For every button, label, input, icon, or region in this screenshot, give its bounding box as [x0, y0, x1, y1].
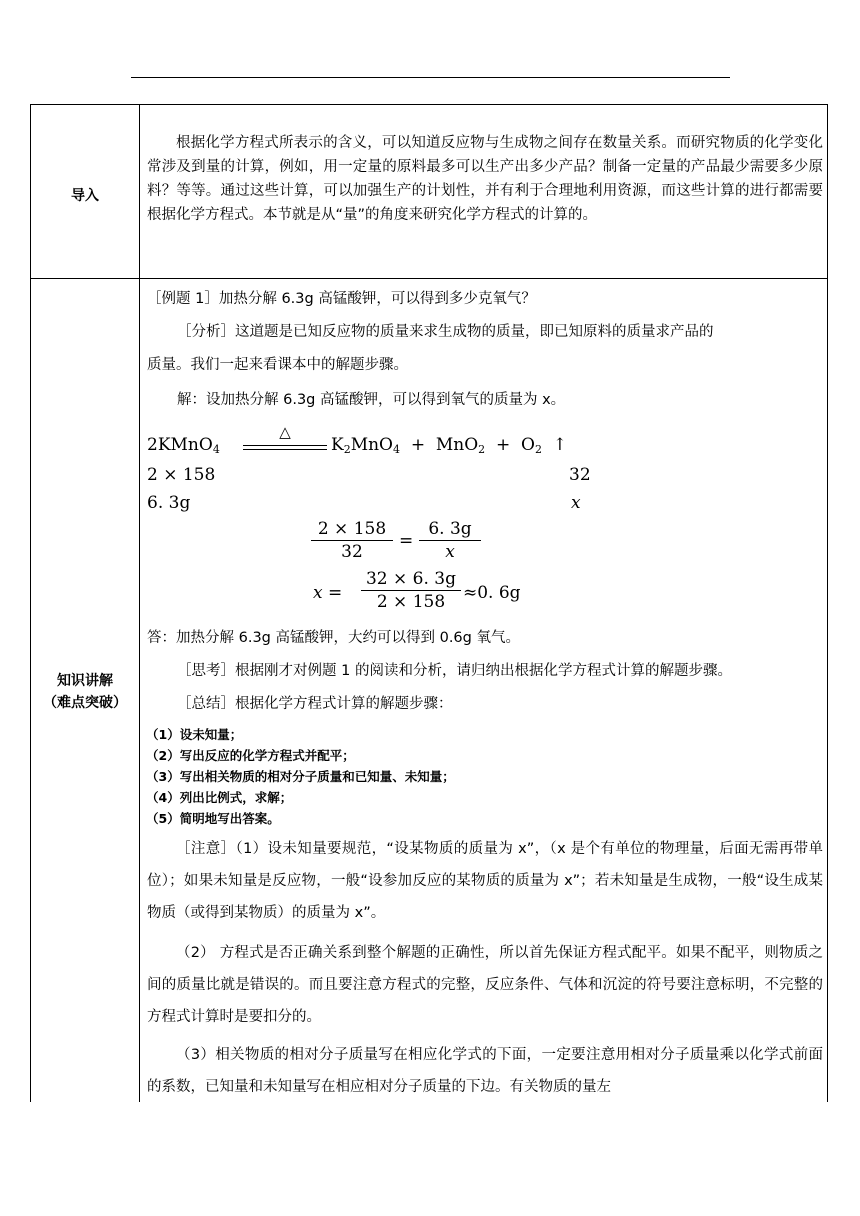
row-label-knowledge: [31, 670, 139, 714]
eq-plus2: +: [495, 435, 511, 455]
solution-line: 解：设加热分解 6.3g 高锰酸钾，可以得到氧气的质量为 x。: [177, 392, 566, 408]
prop-den-right: x: [445, 542, 455, 562]
answer-line: 答：加热分解 6.3g 高锰酸钾，大约可以得到 0.6g 氧气。: [147, 630, 520, 646]
fraction-bar: [311, 540, 393, 541]
note-2: [147, 937, 823, 1033]
prop-num-right: 6. 3g: [428, 519, 472, 539]
step-3: （3）写出相关物质的相对分子质量和已知量、未知量；: [146, 769, 455, 784]
note-2-text: （2） 方程式是否正确关系到整个解题的正确性，所以首先保证方程式配平。如果不配平，则物质之间的质量比就是错误的。而且要注意方程式的完整，反应条件、气体和沉淀的符号要注意标明，不完整的方程式计算时是要扣分的。: [147, 945, 823, 1025]
eq-plus1: +: [410, 435, 426, 455]
step-5: （5）简明地写出答案。: [146, 811, 280, 826]
note-3: [147, 1039, 823, 1103]
analysis-line2: 质量。我们一起来看课本中的解题步骤。: [147, 357, 408, 373]
eq-product3-sub: 2: [534, 443, 542, 456]
row-label-intro: 导入: [71, 188, 99, 204]
proportion-right-fraction: [419, 519, 481, 562]
calc-fraction: [361, 569, 461, 612]
fraction-bar: [419, 540, 481, 541]
row-label-knowledge-line2: （难点突破）: [43, 695, 127, 711]
step-4: （4）列出比例式，求解；: [146, 790, 293, 805]
prop-equals: =: [399, 531, 414, 551]
step-2: （2）写出反应的化学方程式并配平；: [146, 748, 355, 763]
calc-result: ≈0. 6g: [463, 583, 521, 603]
eq-row2-right: 32: [569, 465, 591, 485]
equation-equals-bar: [243, 445, 327, 450]
analysis-line1: ［分析］这道题是已知反应物的质量来求生成物的质量，即已知原料的质量求产品的: [177, 324, 714, 340]
summary-line: ［总结］根据化学方程式计算的解题步骤：: [177, 696, 453, 712]
example-title: ［例题 1］加热分解 6.3g 高锰酸钾，可以得到多少克氧气？: [147, 291, 536, 307]
eq-products: [331, 435, 567, 456]
step-1: （1）设未知量；: [146, 727, 243, 742]
eq-reactant-sub: 4: [212, 443, 220, 456]
proportion-left-fraction: [311, 519, 393, 562]
eq-product1-sub2: 4: [393, 443, 400, 456]
calc-num: 32 × 6. 3g: [365, 569, 456, 589]
eq-reactant: 2KMnO: [147, 435, 213, 455]
eq-product1-sub1: 2: [343, 443, 351, 456]
row-label-knowledge-line1: 知识讲解: [57, 673, 113, 689]
header-rule: [131, 77, 730, 78]
note-3-text: （3）相关物质的相对分子质量写在相应化学式的下面，一定要注意用相对分子质量乘以化学式前面的系数，已知量和未知量写在相应相对分子质量的下边。有关物质的量左: [147, 1047, 823, 1095]
prop-den-left: 32: [341, 542, 363, 562]
eq-product3: O: [521, 435, 535, 455]
chemical-equation: [147, 435, 220, 456]
think-line: ［思考］根据刚才对例题 1 的阅读和分析，请归纳出根据化学方程式计算的解题步骤。: [177, 663, 732, 679]
eq-product2: MnO: [435, 435, 479, 455]
eq-product1-mid: MnO: [350, 435, 393, 455]
fraction-bar: [361, 590, 461, 591]
calc-lhs: x =: [313, 583, 343, 603]
eq-row2-left: 2 × 158: [147, 465, 216, 485]
column-divider: [139, 105, 140, 1102]
lesson-table: [30, 104, 828, 1102]
calc-den: 2 × 158: [376, 592, 446, 612]
note-1-text: ［注意］（1）设未知量要规范，“设某物质的质量为 x”，（x 是个有单位的物理量，后面无需再带单位）；如果未知量是反应物，一般“设参加反应的某物质的质量为 x”；若未知量是生成物，一般“设生成某物质（或得到某物质）的质量为 x”。: [147, 841, 823, 921]
eq-row3-right: x: [571, 493, 581, 513]
eq-gas-arrow: ↑: [552, 435, 568, 455]
condition-heat: △: [279, 423, 291, 441]
eq-product1: K: [331, 435, 344, 455]
note-1: [147, 833, 823, 929]
eq-product2-sub: 2: [478, 443, 486, 456]
prop-num-left: 2 × 158: [317, 519, 387, 539]
intro-text: 根据化学方程式所表示的含义，可以知道反应物与生成物之间存在数量关系。而研究物质的化学变化常涉及到量的计算，例如，用一定量的原料最多可以生产出多少产品？制备一定量的产品最少需要多少原料？等等。通过这些计算，可以加强生产的计划性，并有利于合理地利用资源，而这些计算的进行都需要根据化学方程式。本节就是从“量”的角度来研究化学方程式的计算的。: [147, 135, 823, 223]
eq-row3-left: 6. 3g: [147, 493, 191, 513]
row-divider: [31, 278, 827, 279]
